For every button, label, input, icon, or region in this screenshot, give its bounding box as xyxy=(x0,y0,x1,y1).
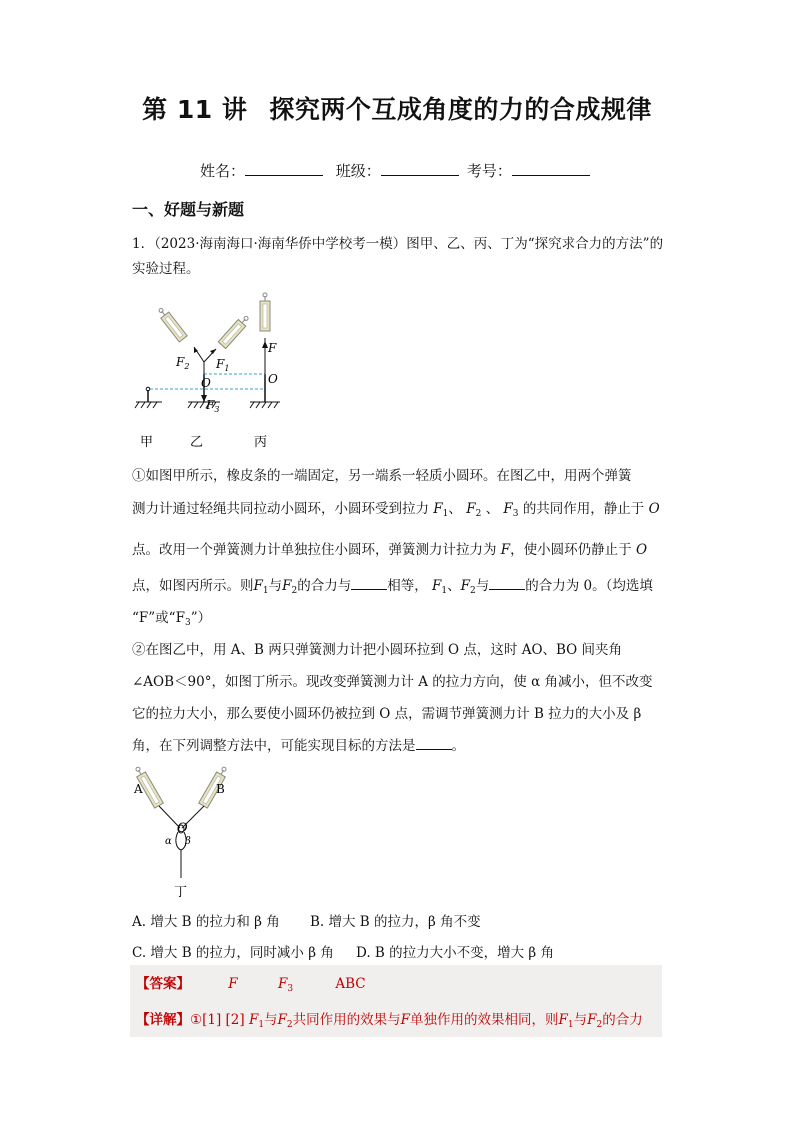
name-label: 姓名： xyxy=(200,162,246,180)
part1-line1: ①如图甲所示，橡皮条的一端固定，另一端系一轻质小圆环。在图乙中，用两个弹簧 xyxy=(132,468,632,484)
label-b: B xyxy=(216,782,225,796)
blank-3[interactable] xyxy=(416,737,452,750)
label-bing: 丙 xyxy=(254,435,268,450)
lecture-number: 第 11 讲 xyxy=(142,95,248,124)
arrow-f1-icon xyxy=(210,349,216,354)
class-label: 班级： xyxy=(335,162,381,180)
part1-line2: 测力计通过轻绳共同拉动小圆环，小圆环受到拉力 $F_1$、 $F_2$ 、 $F_3$ 的共同作用，静止于 O xyxy=(132,501,660,519)
figure-ding xyxy=(130,758,240,900)
section-heading: 一、好题与新题 xyxy=(132,200,245,219)
exam-number-blank[interactable] xyxy=(512,161,590,176)
label-f3: $F_3$ xyxy=(206,398,220,414)
answer-3: ABC xyxy=(335,976,366,992)
answer-row xyxy=(136,972,366,994)
figure-jia-yi-bing xyxy=(132,292,292,454)
label-beta: β xyxy=(185,836,191,847)
part2-line2: ∠AOB＜90°，如图丁所示。现改变弹簧测力计 A 的拉力方向，使 α 角减小，但不改变 xyxy=(132,674,653,690)
label-yi: 乙 xyxy=(190,435,204,450)
part1-line3: 点。改用一个弹簧测力计单独拉住小圆环，弹簧测力计拉力为 F，使小圆环仍静止于 O xyxy=(132,542,648,558)
answer-1: F xyxy=(228,976,238,992)
spring-scale-f2 xyxy=(156,306,187,342)
label-o: O xyxy=(177,821,188,836)
label-f2: $F_2$ xyxy=(176,355,190,371)
label-o-bing: O xyxy=(268,372,278,386)
label-ding: 丁 xyxy=(174,885,188,900)
label-alpha: α xyxy=(165,836,172,847)
exam-number-label: 考号： xyxy=(466,162,512,180)
answer-tag: 【答案】 xyxy=(136,976,190,992)
question-intro: 1．（2023·海南海口·海南华侨中学校考一模）图甲、乙、丙、丁为“探究求合力的方法”的实验过程。 xyxy=(132,236,664,277)
answer-2: F xyxy=(277,976,288,992)
spring-scale-f1 xyxy=(218,314,251,349)
option-a[interactable]: A. 增大 B 的拉力和 β 角 xyxy=(132,914,280,930)
spring-scale-f xyxy=(260,293,270,331)
detail-row: 【详解】①[1] [2] $F_1$与$F_2$共同作用的效果与F单独作用的效果相同，则$F_1$与$F_2$的合力 xyxy=(136,1012,643,1030)
label-a: A xyxy=(134,782,143,796)
part1-line4: 点，如图丙所示。则$F_1$与$F_2$的合力与 相等， $F_1$、$F_2$与 的合力为 0。（均选填 xyxy=(132,578,653,596)
blank-1[interactable] xyxy=(351,577,387,590)
blank-2[interactable] xyxy=(489,577,525,590)
option-c[interactable]: C. 增大 B 的拉力，同时减小 β 角 xyxy=(132,945,334,961)
lecture-topic: 探究两个互成角度的力的合成规律 xyxy=(269,95,652,124)
page-title xyxy=(0,90,794,126)
student-info-line xyxy=(200,160,598,181)
name-blank[interactable] xyxy=(245,161,323,176)
label-f: F xyxy=(268,341,277,355)
option-d[interactable]: D. B 的拉力大小不变，增大 β 角 xyxy=(356,945,555,961)
class-blank[interactable] xyxy=(381,161,459,176)
part2-line1: ②在图乙中，用 A、B 两只弹簧测力计把小圆环拉到 O 点，这时 AO、BO 间夹角 xyxy=(132,642,623,658)
label-jia: 甲 xyxy=(140,435,154,450)
label-f1: $F_1$ xyxy=(216,357,230,373)
part2-line3: 它的拉力大小，那么要使小圆环仍被拉到 O 点，需调节弹簧测力计 B 拉力的大小及 β xyxy=(132,706,642,722)
part2-line4: 角，在下列调整方法中，可能实现目标的方法是 。 xyxy=(132,738,465,754)
ground-bing xyxy=(250,402,280,408)
answer-2-sub: 3 xyxy=(287,984,294,994)
ground-jia xyxy=(135,402,162,408)
label-o-yi: O xyxy=(201,376,211,390)
part1-line5: “F”或“$F_3$”） xyxy=(132,610,212,628)
detail-tag: 【详解】 xyxy=(136,1012,190,1028)
option-b[interactable]: B. 增大 B 的拉力，β 角不变 xyxy=(310,914,481,930)
